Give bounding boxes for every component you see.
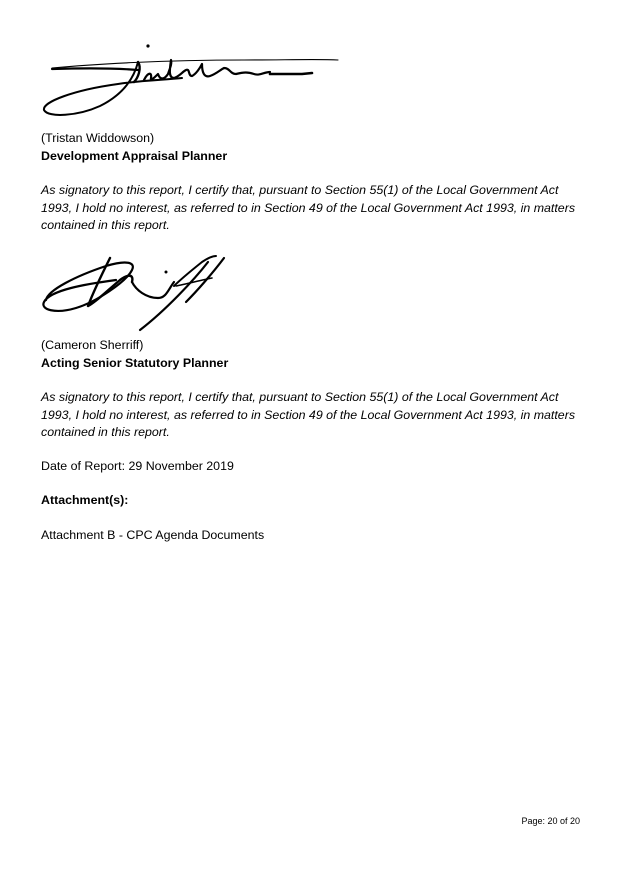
signatory-1-certification: As signatory to this report, I certify that, pursuant to Section 55(1) of the Local Government Act 1993, I hold no interest, as referred to in Section 49 of the Local Government Act 1993, in matters contained in this report.	[41, 183, 576, 232]
signatory-1-role: Development Appraisal Planner	[41, 148, 228, 163]
signatory-2-block	[41, 337, 586, 372]
page-number: Page: 20 of 20	[521, 816, 580, 826]
report-date-text: Date of Report: 29 November 2019	[41, 459, 234, 473]
signatory-1-block	[41, 130, 586, 165]
signatory-1-certification-block	[41, 182, 586, 235]
signatory-2-name: (Cameron Sherriff)	[41, 338, 144, 352]
attachments-list	[41, 527, 586, 545]
signatory-2-certification: As signatory to this report, I certify that, pursuant to Section 55(1) of the Local Government Act 1993, I hold no interest, as referred to in Section 49 of the Local Government Act 1993, in matters contained in this report.	[41, 390, 576, 439]
attachments-heading-text: Attachment(s):	[41, 493, 129, 507]
signatory-1-name: (Tristan Widdowson)	[41, 131, 155, 145]
attachment-item[interactable]: Attachment B - CPC Agenda Documents	[41, 528, 265, 542]
attachments-heading	[41, 492, 586, 510]
signature-2-icon	[36, 250, 232, 336]
report-date	[41, 458, 586, 476]
signature-1-icon	[34, 38, 344, 124]
signatory-2-role: Acting Senior Statutory Planner	[41, 355, 229, 370]
signatory-2-certification-block	[41, 389, 586, 442]
